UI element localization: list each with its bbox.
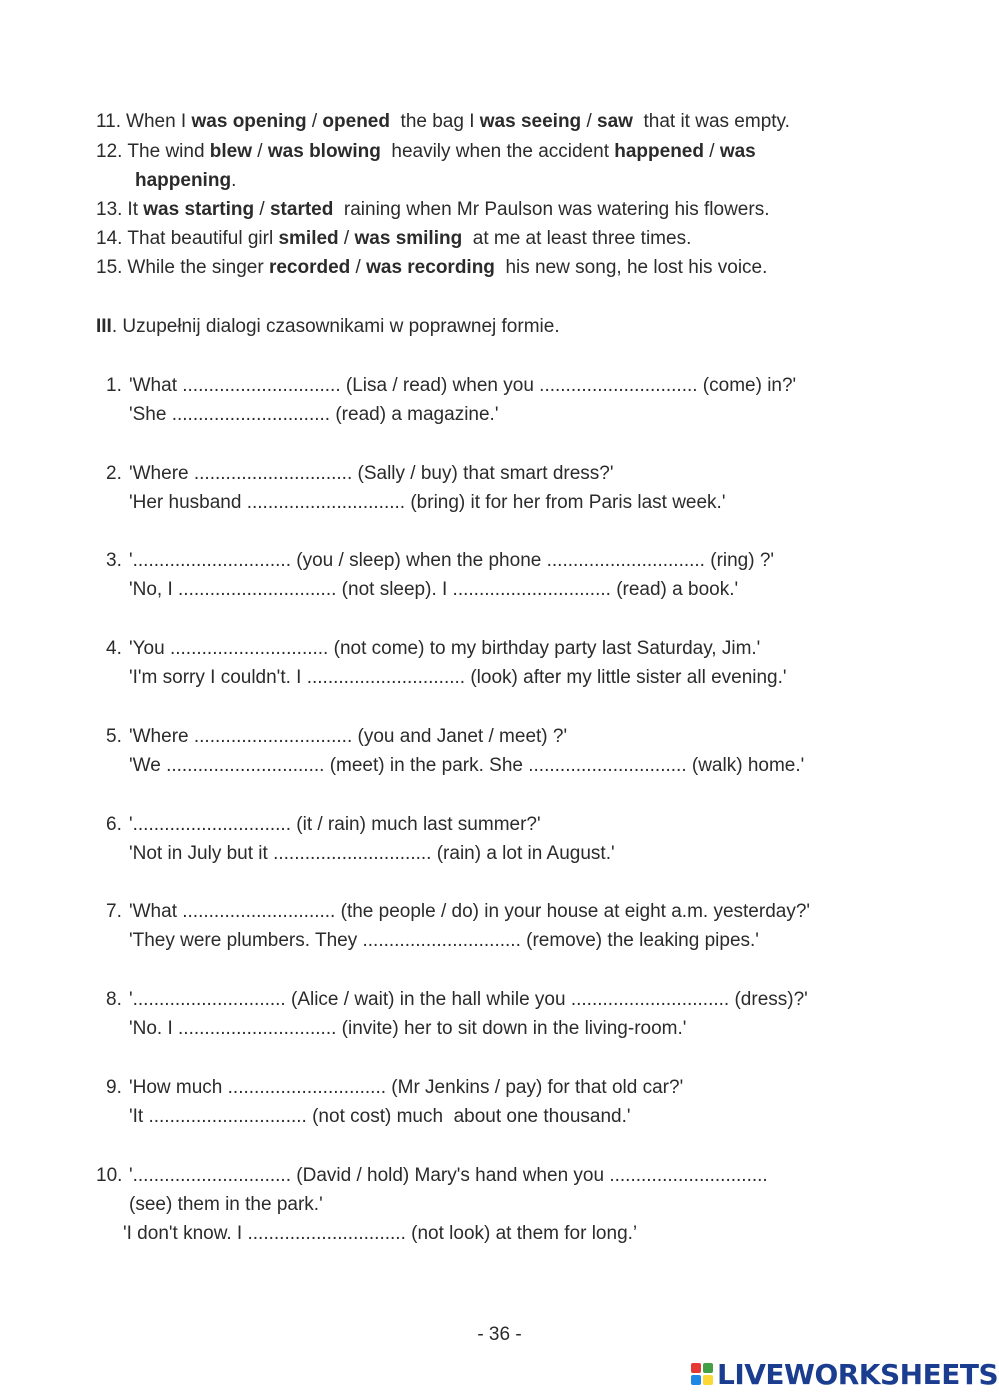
dialogue-number: 1. [106, 375, 122, 396]
logo-mark-icon [691, 1363, 713, 1385]
verb-option: saw [597, 111, 633, 132]
item-text: / [338, 228, 355, 249]
item-text: When I [126, 111, 192, 132]
dialogue-number: 2. [106, 463, 122, 484]
dialogue-number: 4. [106, 638, 122, 659]
section-iii-number: III [96, 316, 112, 337]
dialogue-line: '.............................. (it / rain) much last summer?' [129, 814, 541, 835]
item-text: / [350, 257, 367, 278]
item-text: that it was empty. [632, 111, 790, 132]
dialogue-line: 'Where .............................. (Sally / buy) that smart dress?' [129, 463, 614, 484]
logo-text: LIVEWORKSHEETS [717, 1357, 999, 1391]
verb-option: smiled [278, 228, 339, 249]
dialogue-number: 6. [106, 814, 122, 835]
item-text: That beautiful girl [127, 228, 279, 249]
exercise-item [135, 169, 236, 193]
dialogue-line: '.............................. (you / sleep) when the phone .............................. (ring) ?' [129, 550, 775, 571]
dialogue-line: 'Her husband .............................. (bring) it for her from Paris last week.' [129, 492, 726, 513]
item-number: 15. [96, 257, 123, 278]
page-number: - 36 - [477, 1324, 522, 1345]
exercise-item [96, 140, 756, 164]
verb-option: recorded [268, 257, 351, 278]
verb-option: happened [614, 141, 704, 162]
exercise-item [96, 110, 790, 134]
item-text: heavily when the accident [380, 141, 615, 162]
dialogue-line: 'They were plumbers. They .............................. (remove) the leaking pipes.' [129, 930, 759, 951]
exercise-item [96, 256, 767, 280]
dialogue-line: 'No, I .............................. (not sleep). I .............................. (read) a book.' [129, 579, 739, 600]
dialogue-line: 'What .............................. (Lisa / read) when you .............................. (come) in?' [129, 375, 797, 396]
liveworksheets-logo [691, 1358, 998, 1390]
dialogue-number: 9. [106, 1077, 122, 1098]
dialogue-number: 5. [106, 726, 122, 747]
item-number: 14. [96, 228, 123, 249]
dialogue-line: 'We .............................. (meet) in the park. She .............................. (walk) home.' [129, 755, 805, 776]
verb-option: started [269, 199, 334, 220]
item-text: . [231, 170, 237, 191]
dialogue-line: 'She .............................. (read) a magazine.' [129, 404, 499, 425]
dialogue-number: 7. [106, 901, 122, 922]
item-number: 13. [96, 199, 123, 220]
item-number: 11. [96, 111, 122, 132]
item-text: at me at least three times. [462, 228, 692, 249]
item-text: While the singer [127, 257, 269, 278]
verb-option: blew [209, 141, 253, 162]
verb-option: was opening [191, 111, 307, 132]
exercise-item [96, 227, 691, 251]
item-text: / [252, 141, 268, 162]
dialogue-number: 8. [106, 989, 122, 1010]
item-text: the bag I [389, 111, 480, 132]
item-text: / [703, 141, 720, 162]
dialogue-line: 'What ............................. (the people / do) in your house at eight a.m. yesterday?' [129, 901, 811, 922]
item-text: / [581, 111, 598, 132]
verb-option: was smiling [354, 228, 463, 249]
verb-option: was recording [366, 257, 495, 278]
dialogue-line: 'Not in July but it .............................. (rain) a lot in August.' [129, 843, 615, 864]
dialogue-line: 'How much .............................. (Mr Jenkins / pay) for that old car?' [129, 1077, 684, 1098]
item-text: / [254, 199, 270, 220]
verb-option: was [719, 141, 756, 162]
dialogue-line: 'I'm sorry I couldn't. I .............................. (look) after my little sister all evening.' [129, 667, 787, 688]
verb-option: opened [322, 111, 390, 132]
dialogue-line: 'No. I .............................. (invite) her to sit down in the living-room.' [129, 1018, 687, 1039]
dialogue-line: 'Where .............................. (you and Janet / meet) ?' [129, 726, 568, 747]
dialogue-line: '............................. (Alice / wait) in the hall while you .............................. (dress)?' [129, 989, 808, 1010]
item-text: The wind [127, 141, 210, 162]
dialogue-number: 10. [96, 1165, 123, 1186]
item-text: his new song, he lost his voice. [494, 257, 768, 278]
item-text: raining when Mr Paulson was watering his flowers. [333, 199, 770, 220]
dialogue-line: 'You .............................. (not come) to my birthday party last Saturday, Jim.' [129, 638, 761, 659]
verb-option: happening [135, 170, 232, 191]
verb-option: was seeing [479, 111, 582, 132]
verb-option: was blowing [267, 141, 381, 162]
dialogue-line: 'I don't know. I .............................. (not look) at them for long.’ [123, 1223, 638, 1244]
section-iii-instruction: . Uzupełnij dialogi czasownikami w poprawnej formie. [111, 316, 560, 337]
verb-option: was starting [143, 199, 255, 220]
section-iii-heading [96, 315, 560, 339]
exercise-item [96, 198, 769, 222]
item-text: It [127, 199, 144, 220]
dialogue-line: 'It .............................. (not cost) much about one thousand.' [129, 1106, 631, 1127]
dialogue-number: 3. [106, 550, 122, 571]
item-text: / [306, 111, 323, 132]
item-number: 12. [96, 141, 123, 162]
dialogue-line: '.............................. (David / hold) Mary's hand when you .............................. [129, 1165, 768, 1186]
dialogue-line: (see) them in the park.' [129, 1194, 323, 1215]
